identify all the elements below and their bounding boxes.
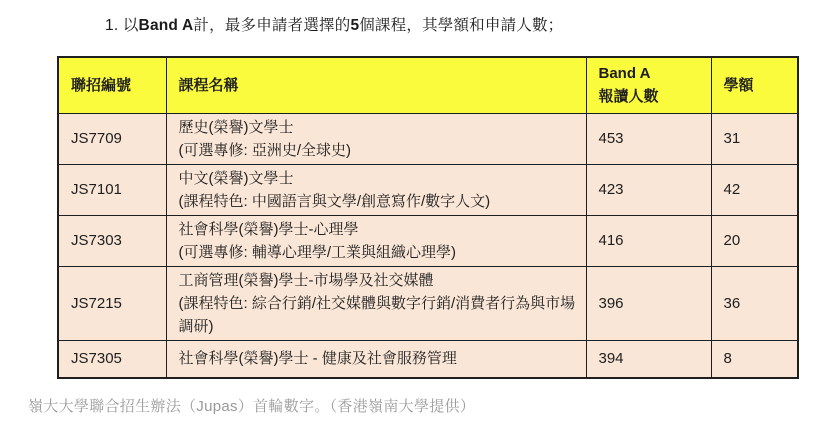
- photo-caption: 嶺大大學聯合招生辦法（Jupas）首輪數字。（香港嶺南大學提供）: [28, 398, 476, 415]
- header-band-a-line2: 報讀人數: [598, 88, 659, 106]
- cell-quota: 42: [711, 164, 798, 215]
- header-jupas-code: 聯招編號: [58, 57, 166, 113]
- page-title: [105, 13, 563, 35]
- table-row: [58, 164, 798, 215]
- course-line1: 社會科學(榮譽)學士 - 健康及社會服務管理: [178, 350, 457, 368]
- cell-applicants: 396: [586, 266, 711, 340]
- cell-applicants: 423: [586, 164, 711, 215]
- cell-jupas-code: JS7215: [58, 266, 166, 340]
- cell-applicants: 453: [586, 113, 711, 164]
- course-line2: (可選專修: 亞洲史/全球史): [178, 141, 351, 159]
- table-row: [58, 113, 798, 164]
- header-band-a-applicants: [586, 57, 711, 113]
- cell-jupas-code: JS7305: [58, 340, 166, 378]
- course-line2: (課程特色: 綜合行銷/社交媒體與數字行銷/消費者行為與市場調研): [178, 294, 576, 335]
- cell-quota: 8: [711, 340, 798, 378]
- cell-course-name: [166, 113, 586, 164]
- cell-course-name: [166, 164, 586, 215]
- title-bold-5: 5: [350, 17, 360, 34]
- cell-quota: 20: [711, 215, 798, 266]
- header-course-name: 課程名稱: [166, 57, 586, 113]
- cell-course-name: [166, 215, 586, 266]
- table-row: [58, 215, 798, 266]
- header-band-a-line1: Band A: [598, 65, 651, 83]
- title-part3: 個課程，其學額和申請人數；: [359, 17, 564, 34]
- course-line2: (課程特色: 中國語言與文學/創意寫作/數字人文): [178, 192, 491, 210]
- table-header-row: [58, 57, 798, 113]
- course-line1: 工商管理(榮譽)學士-市場學及社交媒體: [178, 271, 434, 289]
- header-quota: 學額: [711, 57, 798, 113]
- table-row: [58, 266, 798, 340]
- admissions-table: [57, 56, 799, 379]
- cell-jupas-code: JS7303: [58, 215, 166, 266]
- cell-course-name: [166, 340, 586, 378]
- course-line1: 中文(榮譽)文學士: [178, 169, 294, 187]
- cell-quota: 31: [711, 113, 798, 164]
- cell-applicants: 416: [586, 215, 711, 266]
- cell-quota: 36: [711, 266, 798, 340]
- cell-applicants: 394: [586, 340, 711, 378]
- cell-jupas-code: JS7101: [58, 164, 166, 215]
- course-line1: 歷史(榮譽)文學士: [178, 118, 294, 136]
- title-bold-band-a: Band A: [138, 17, 194, 34]
- title-part1: 1. 以: [105, 17, 139, 34]
- cell-jupas-code: JS7709: [58, 113, 166, 164]
- cell-course-name: [166, 266, 586, 340]
- course-line1: 社會科學(榮譽)學士-心理學: [178, 220, 359, 238]
- table-row: [58, 340, 798, 378]
- course-line2: (可選專修: 輔導心理學/工業與組織心理學): [178, 243, 456, 261]
- title-part2: 計，最多申請者選擇的: [193, 17, 351, 34]
